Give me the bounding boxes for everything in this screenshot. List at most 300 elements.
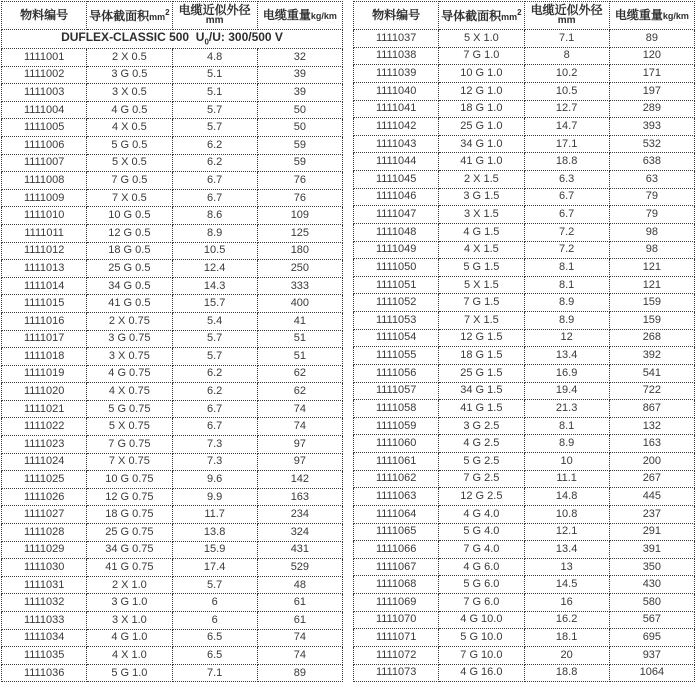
right-table-body xyxy=(354,30,695,682)
cell-weight: 289 xyxy=(609,100,694,118)
left-table-body xyxy=(2,30,343,682)
cell-outer-diameter: 8.9 xyxy=(172,224,257,242)
cell-cross-section: 5 X 0.5 xyxy=(87,154,172,172)
cell-outer-diameter: 6.7 xyxy=(524,188,609,206)
cell-weight: 48 xyxy=(257,576,342,594)
cell-material-no: 1111013 xyxy=(2,260,87,278)
cell-outer-diameter: 13.4 xyxy=(524,347,609,365)
cell-weight: 74 xyxy=(257,647,342,665)
cell-outer-diameter: 8.1 xyxy=(524,276,609,294)
table-row xyxy=(354,364,695,382)
cell-outer-diameter: 18.1 xyxy=(524,629,609,647)
table-row xyxy=(2,224,343,242)
cell-material-no: 1111001 xyxy=(2,49,87,67)
cell-outer-diameter: 8.9 xyxy=(524,435,609,453)
cell-material-no: 1111004 xyxy=(2,101,87,119)
cell-weight: 76 xyxy=(257,189,342,207)
cell-material-no: 1111038 xyxy=(354,47,439,65)
cell-cross-section: 2 X 0.5 xyxy=(87,49,172,67)
cell-cross-section: 3 X 1.5 xyxy=(439,206,524,224)
cell-outer-diameter: 9.9 xyxy=(172,488,257,506)
cell-weight: 74 xyxy=(257,629,342,647)
table-row xyxy=(2,400,343,418)
cell-outer-diameter: 6.5 xyxy=(172,629,257,647)
table-row xyxy=(2,348,343,366)
cell-weight: 41 xyxy=(257,312,342,330)
cell-outer-diameter: 9.6 xyxy=(172,471,257,489)
cell-cross-section: 2 X 0.75 xyxy=(87,312,172,330)
table-row xyxy=(2,559,343,577)
col-header-material-no xyxy=(354,2,439,30)
cell-weight: 159 xyxy=(609,294,694,312)
cell-cross-section: 4 X 0.5 xyxy=(87,119,172,137)
cell-cross-section: 12 G 0.75 xyxy=(87,488,172,506)
cell-outer-diameter: 13.8 xyxy=(172,524,257,542)
cell-weight: 51 xyxy=(257,348,342,366)
cell-material-no: 1111045 xyxy=(354,171,439,189)
cell-material-no: 1111033 xyxy=(2,612,87,630)
cell-material-no: 1111041 xyxy=(354,100,439,118)
cell-outer-diameter: 10.2 xyxy=(524,65,609,83)
table-row xyxy=(354,435,695,453)
cell-outer-diameter: 13 xyxy=(524,558,609,576)
cell-outer-diameter: 7.2 xyxy=(524,223,609,241)
col-header-weight xyxy=(609,2,694,30)
cell-weight: 163 xyxy=(609,435,694,453)
table-row xyxy=(2,365,343,383)
cell-material-no: 1111073 xyxy=(354,664,439,682)
cell-weight: 324 xyxy=(257,524,342,542)
col-unit-line: mm xyxy=(205,15,224,27)
cell-cross-section: 3 X 0.75 xyxy=(87,348,172,366)
table-row xyxy=(354,259,695,277)
table-row xyxy=(354,153,695,171)
table-row xyxy=(2,471,343,489)
cell-outer-diameter: 5.7 xyxy=(172,330,257,348)
cell-weight: 567 xyxy=(609,611,694,629)
col-title: 物料编号 xyxy=(20,8,69,23)
cell-outer-diameter: 4.8 xyxy=(172,49,257,67)
table-row xyxy=(2,664,343,682)
product-name: DUFLEX-CLASSIC 500 xyxy=(61,30,190,45)
cable-table-left xyxy=(1,1,343,682)
cell-material-no: 1111003 xyxy=(2,84,87,102)
cell-outer-diameter: 15.9 xyxy=(172,541,257,559)
table-row xyxy=(2,295,343,313)
table-row xyxy=(354,135,695,153)
cell-cross-section: 7 G 1.0 xyxy=(439,47,524,65)
cell-outer-diameter: 17.1 xyxy=(524,135,609,153)
cell-outer-diameter: 8.9 xyxy=(524,312,609,330)
cell-outer-diameter: 8 xyxy=(524,47,609,65)
table-row xyxy=(2,312,343,330)
cell-cross-section: 5 G 10.0 xyxy=(439,629,524,647)
table-row xyxy=(2,277,343,295)
table-row xyxy=(354,523,695,541)
col-title: 电缆近似外径 xyxy=(178,3,251,18)
cell-outer-diameter: 12.1 xyxy=(524,523,609,541)
cell-material-no: 1111060 xyxy=(354,435,439,453)
cell-cross-section: 5 X 1.5 xyxy=(439,276,524,294)
table-row xyxy=(354,558,695,576)
cell-outer-diameter: 17.4 xyxy=(172,559,257,577)
cell-cross-section: 34 G 0.75 xyxy=(87,541,172,559)
cell-cross-section: 3 X 1.0 xyxy=(87,612,172,630)
cell-cross-section: 12 G 2.5 xyxy=(439,488,524,506)
cell-material-no: 1111044 xyxy=(354,153,439,171)
cell-outer-diameter: 6.3 xyxy=(524,171,609,189)
cell-weight: 63 xyxy=(609,171,694,189)
table-row xyxy=(354,206,695,224)
table-row xyxy=(2,330,343,348)
cell-weight: 39 xyxy=(257,66,342,84)
cell-outer-diameter: 6.2 xyxy=(172,383,257,401)
table-row xyxy=(2,172,343,190)
cell-material-no: 1111026 xyxy=(2,488,87,506)
cell-weight: 171 xyxy=(609,65,694,83)
cell-weight: 51 xyxy=(257,330,342,348)
cell-weight: 937 xyxy=(609,646,694,664)
table-row xyxy=(2,260,343,278)
header-row xyxy=(2,2,343,30)
cell-material-no: 1111071 xyxy=(354,629,439,647)
cell-cross-section: 7 G 2.5 xyxy=(439,470,524,488)
cell-material-no: 1111065 xyxy=(354,523,439,541)
cell-material-no: 1111062 xyxy=(354,470,439,488)
cell-cross-section: 41 G 0.5 xyxy=(87,295,172,313)
cell-material-no: 1111002 xyxy=(2,66,87,84)
table-row xyxy=(2,436,343,454)
cell-weight: 59 xyxy=(257,154,342,172)
header-row xyxy=(354,2,695,30)
cell-material-no: 1111058 xyxy=(354,400,439,418)
cell-cross-section: 5 G 1.5 xyxy=(439,259,524,277)
cell-outer-diameter: 16.2 xyxy=(524,611,609,629)
cell-weight: 74 xyxy=(257,400,342,418)
cell-material-no: 1111047 xyxy=(354,206,439,224)
cell-weight: 695 xyxy=(609,629,694,647)
cell-outer-diameter: 6.7 xyxy=(172,172,257,190)
cell-material-no: 1111015 xyxy=(2,295,87,313)
col-header-weight xyxy=(257,2,342,30)
table-row xyxy=(2,418,343,436)
cell-weight: 159 xyxy=(609,312,694,330)
cell-weight: 200 xyxy=(609,453,694,471)
table-row xyxy=(354,312,695,330)
cell-material-no: 1111066 xyxy=(354,541,439,559)
cell-cross-section: 7 G 6.0 xyxy=(439,594,524,612)
cell-outer-diameter: 5.7 xyxy=(172,348,257,366)
cell-material-no: 1111009 xyxy=(2,189,87,207)
cell-cross-section: 25 G 1.0 xyxy=(439,118,524,136)
cell-material-no: 1111011 xyxy=(2,224,87,242)
col-title: 电缆重量 xyxy=(614,8,663,23)
table-row xyxy=(354,329,695,347)
cell-weight: 121 xyxy=(609,259,694,277)
table-row xyxy=(2,189,343,207)
cell-material-no: 1111042 xyxy=(354,118,439,136)
col-unit: mm xyxy=(149,11,166,22)
cell-outer-diameter: 6 xyxy=(172,612,257,630)
table-row xyxy=(2,383,343,401)
cell-outer-diameter: 8.1 xyxy=(524,259,609,277)
cell-cross-section: 3 G 0.5 xyxy=(87,66,172,84)
cell-weight: 62 xyxy=(257,365,342,383)
cell-material-no: 1111064 xyxy=(354,505,439,523)
table-row xyxy=(354,664,695,682)
cell-weight: 250 xyxy=(257,260,342,278)
table-header-left xyxy=(2,2,343,30)
cell-weight: 125 xyxy=(257,224,342,242)
col-header-cross-section xyxy=(439,2,524,30)
cell-weight: 180 xyxy=(257,242,342,260)
cell-weight: 541 xyxy=(609,364,694,382)
cell-cross-section: 5 G 0.75 xyxy=(87,400,172,418)
cell-material-no: 1111039 xyxy=(354,65,439,83)
cell-outer-diameter: 10 xyxy=(524,453,609,471)
cell-weight: 638 xyxy=(609,153,694,171)
cell-outer-diameter: 16 xyxy=(524,594,609,612)
cell-material-no: 1111016 xyxy=(2,312,87,330)
cell-material-no: 1111053 xyxy=(354,312,439,330)
cell-weight: 350 xyxy=(609,558,694,576)
cell-outer-diameter: 8.1 xyxy=(524,417,609,435)
cell-cross-section: 4 G 2.5 xyxy=(439,435,524,453)
cell-cross-section: 7 G 1.5 xyxy=(439,294,524,312)
cell-outer-diameter: 14.5 xyxy=(524,576,609,594)
cell-material-no: 1111019 xyxy=(2,365,87,383)
cable-table-right xyxy=(353,1,695,682)
cell-outer-diameter: 5.1 xyxy=(172,66,257,84)
table-row xyxy=(2,119,343,137)
cell-outer-diameter: 12.7 xyxy=(524,100,609,118)
cell-material-no: 1111072 xyxy=(354,646,439,664)
cell-cross-section: 41 G 1.5 xyxy=(439,400,524,418)
cell-weight: 445 xyxy=(609,488,694,506)
cell-cross-section: 12 G 1.5 xyxy=(439,329,524,347)
col-title: 电缆近似外径 xyxy=(530,3,603,18)
table-row xyxy=(354,505,695,523)
table-row xyxy=(354,30,695,48)
table-row xyxy=(2,453,343,471)
table-row xyxy=(354,65,695,83)
cell-outer-diameter: 21.3 xyxy=(524,400,609,418)
col-unit: kg/km xyxy=(310,11,337,22)
col-title: 导体截面积 xyxy=(89,8,150,23)
cell-weight: 267 xyxy=(609,470,694,488)
cell-cross-section: 5 G 2.5 xyxy=(439,453,524,471)
table-row xyxy=(354,188,695,206)
cell-cross-section: 18 G 1.5 xyxy=(439,347,524,365)
cell-outer-diameter: 20 xyxy=(524,646,609,664)
cell-cross-section: 3 X 0.5 xyxy=(87,84,172,102)
cell-cross-section: 25 G 0.5 xyxy=(87,260,172,278)
cell-cross-section: 10 G 0.75 xyxy=(87,471,172,489)
cell-material-no: 1111012 xyxy=(2,242,87,260)
col-unit: mm xyxy=(501,11,518,22)
cell-cross-section: 4 G 6.0 xyxy=(439,558,524,576)
cell-weight: 333 xyxy=(257,277,342,295)
cell-weight: 97 xyxy=(257,453,342,471)
cell-weight: 580 xyxy=(609,594,694,612)
cell-material-no: 1111018 xyxy=(2,348,87,366)
table-row xyxy=(2,629,343,647)
cell-outer-diameter: 10.8 xyxy=(524,505,609,523)
cell-material-no: 1111006 xyxy=(2,136,87,154)
cell-outer-diameter: 14.8 xyxy=(524,488,609,506)
cell-material-no: 1111022 xyxy=(2,418,87,436)
cell-cross-section: 5 G 6.0 xyxy=(439,576,524,594)
cell-outer-diameter: 15.7 xyxy=(172,295,257,313)
cell-material-no: 1111069 xyxy=(354,594,439,612)
col-title: 电缆重量 xyxy=(262,8,311,23)
col-header-outer-diameter xyxy=(524,2,609,30)
cell-cross-section: 18 G 1.0 xyxy=(439,100,524,118)
cell-cross-section: 41 G 1.0 xyxy=(439,153,524,171)
cell-material-no: 1111027 xyxy=(2,506,87,524)
cell-cross-section: 7 X 0.5 xyxy=(87,189,172,207)
cell-cross-section: 4 G 4.0 xyxy=(439,505,524,523)
cell-material-no: 1111050 xyxy=(354,259,439,277)
cell-weight: 237 xyxy=(609,505,694,523)
cell-weight: 234 xyxy=(257,506,342,524)
cell-material-no: 1111049 xyxy=(354,241,439,259)
cell-cross-section: 34 G 0.5 xyxy=(87,277,172,295)
product-group-row xyxy=(2,30,343,49)
cell-outer-diameter: 7.1 xyxy=(172,664,257,682)
cell-material-no: 1111040 xyxy=(354,82,439,100)
table-row xyxy=(354,47,695,65)
cell-weight: 120 xyxy=(609,47,694,65)
cell-weight: 142 xyxy=(257,471,342,489)
cell-outer-diameter: 6.7 xyxy=(524,206,609,224)
cell-weight: 197 xyxy=(609,82,694,100)
cell-material-no: 1111005 xyxy=(2,119,87,137)
cell-outer-diameter: 5.7 xyxy=(172,576,257,594)
cell-cross-section: 3 G 1.0 xyxy=(87,594,172,612)
cell-weight: 163 xyxy=(257,488,342,506)
cell-weight: 97 xyxy=(257,436,342,454)
cell-outer-diameter: 8.6 xyxy=(172,207,257,225)
table-row xyxy=(354,82,695,100)
table-row xyxy=(354,382,695,400)
cell-cross-section: 10 G 1.0 xyxy=(439,65,524,83)
cell-outer-diameter: 7.3 xyxy=(172,436,257,454)
col-header-cross-section xyxy=(87,2,172,30)
table-row xyxy=(354,241,695,259)
cell-material-no: 1111068 xyxy=(354,576,439,594)
table-row xyxy=(354,470,695,488)
cell-outer-diameter: 19.4 xyxy=(524,382,609,400)
cell-material-no: 1111070 xyxy=(354,611,439,629)
cell-cross-section: 5 G 1.0 xyxy=(87,664,172,682)
cell-weight: 1064 xyxy=(609,664,694,682)
cell-cross-section: 7 X 0.75 xyxy=(87,453,172,471)
cell-cross-section: 3 G 2.5 xyxy=(439,417,524,435)
table-row xyxy=(354,276,695,294)
table-row xyxy=(2,576,343,594)
cell-material-no: 1111030 xyxy=(2,559,87,577)
cell-cross-section: 7 X 1.5 xyxy=(439,312,524,330)
cell-cross-section: 4 G 10.0 xyxy=(439,611,524,629)
cell-weight: 61 xyxy=(257,612,342,630)
cell-weight: 121 xyxy=(609,276,694,294)
table-row xyxy=(2,541,343,559)
cell-weight: 867 xyxy=(609,400,694,418)
cell-material-no: 1111024 xyxy=(2,453,87,471)
cell-cross-section: 5 G 0.5 xyxy=(87,136,172,154)
table-row xyxy=(354,118,695,136)
cell-cross-section: 7 G 0.5 xyxy=(87,172,172,190)
cell-weight: 32 xyxy=(257,49,342,67)
table-row xyxy=(2,488,343,506)
cell-cross-section: 5 X 1.0 xyxy=(439,30,524,48)
cell-outer-diameter: 11.1 xyxy=(524,470,609,488)
table-row xyxy=(354,488,695,506)
cell-cross-section: 4 G 0.75 xyxy=(87,365,172,383)
cell-cross-section: 3 G 0.75 xyxy=(87,330,172,348)
cell-outer-diameter: 6 xyxy=(172,594,257,612)
col-title: 导体截面积 xyxy=(441,8,502,23)
table-row xyxy=(2,524,343,542)
col-header-outer-diameter xyxy=(172,2,257,30)
table-row xyxy=(354,646,695,664)
col-unit-line: mm xyxy=(557,15,576,27)
cell-weight: 89 xyxy=(609,30,694,48)
cell-material-no: 1111029 xyxy=(2,541,87,559)
cell-material-no: 1111014 xyxy=(2,277,87,295)
cell-outer-diameter: 13.4 xyxy=(524,541,609,559)
table-row xyxy=(354,223,695,241)
cell-cross-section: 2 X 1.5 xyxy=(439,171,524,189)
cell-weight: 98 xyxy=(609,223,694,241)
col-unit: kg/km xyxy=(662,11,689,22)
cell-material-no: 1111031 xyxy=(2,576,87,594)
table-row xyxy=(2,207,343,225)
cell-material-no: 1111043 xyxy=(354,135,439,153)
cell-weight: 61 xyxy=(257,594,342,612)
cell-outer-diameter: 6.2 xyxy=(172,154,257,172)
table-row xyxy=(354,400,695,418)
cell-outer-diameter: 5.7 xyxy=(172,119,257,137)
table-row xyxy=(2,594,343,612)
cell-material-no: 1111007 xyxy=(2,154,87,172)
cell-outer-diameter: 16.9 xyxy=(524,364,609,382)
cell-cross-section: 25 G 0.75 xyxy=(87,524,172,542)
cell-material-no: 1111035 xyxy=(2,647,87,665)
col-unit-sup: 2 xyxy=(517,7,522,17)
cell-outer-diameter: 12.4 xyxy=(172,260,257,278)
cell-material-no: 1111054 xyxy=(354,329,439,347)
table-row xyxy=(354,417,695,435)
cell-cross-section: 10 G 0.5 xyxy=(87,207,172,225)
cell-outer-diameter: 6.5 xyxy=(172,647,257,665)
cell-material-no: 1111034 xyxy=(2,629,87,647)
cell-cross-section: 5 X 0.75 xyxy=(87,418,172,436)
cell-material-no: 1111063 xyxy=(354,488,439,506)
cell-weight: 39 xyxy=(257,84,342,102)
cell-cross-section: 34 G 1.0 xyxy=(439,135,524,153)
cell-cross-section: 4 X 0.75 xyxy=(87,383,172,401)
cell-weight: 79 xyxy=(609,188,694,206)
cell-cross-section: 7 G 10.0 xyxy=(439,646,524,664)
table-row xyxy=(2,49,343,67)
table-row xyxy=(2,101,343,119)
cell-weight: 391 xyxy=(609,541,694,559)
cell-material-no: 1111052 xyxy=(354,294,439,312)
cell-material-no: 1111028 xyxy=(2,524,87,542)
table-row xyxy=(354,294,695,312)
